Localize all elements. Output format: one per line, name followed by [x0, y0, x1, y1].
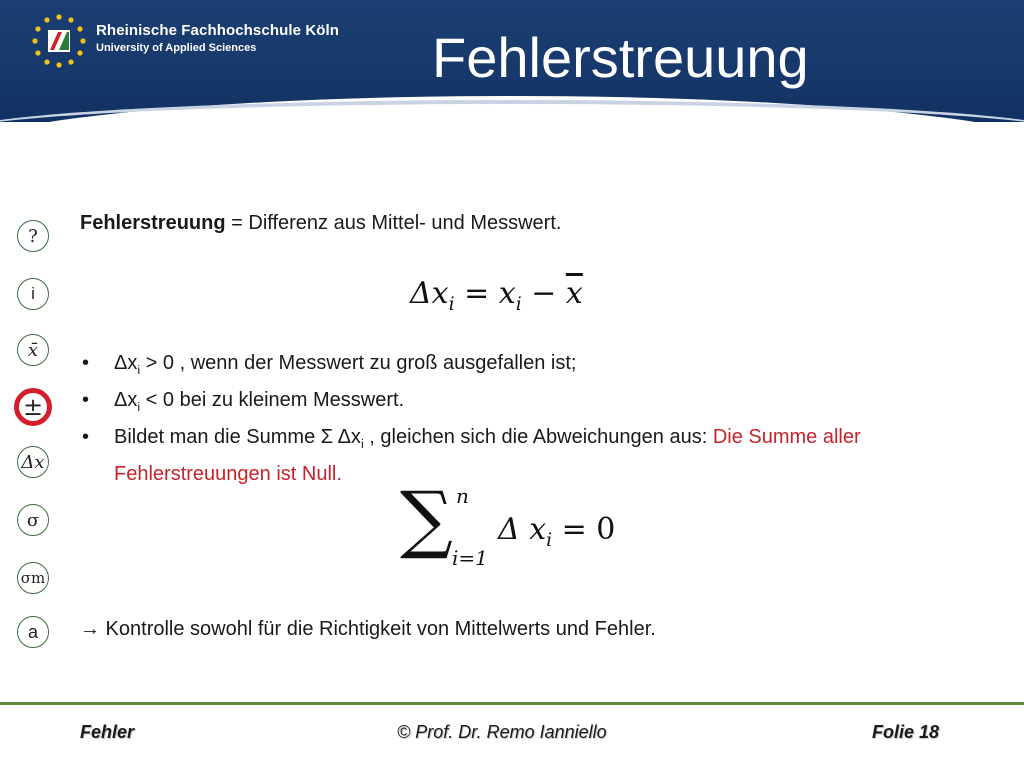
footer-divider: [0, 702, 1024, 705]
nav-label: Δx: [21, 451, 45, 473]
nav-button-question[interactable]: [17, 220, 49, 252]
nav-label: ?: [28, 225, 38, 247]
nav-label: x̄: [27, 339, 39, 361]
bullet-list: [80, 348, 940, 489]
sum-eq: = 0: [552, 512, 616, 547]
nav-button-mean[interactable]: [17, 334, 49, 366]
sum-upper-limit: n: [456, 484, 469, 508]
institution-name: Rheinische Fachhochschule Köln: [96, 22, 340, 39]
formula-lhs: Δx: [410, 276, 449, 311]
bullet-delta: Δx: [114, 389, 138, 411]
nav-button-info[interactable]: [17, 278, 49, 310]
formula-minus: −: [521, 276, 566, 311]
sum-body-sub: i: [546, 530, 553, 551]
control-note: → Kontrolle sowohl für die Richtigkeit von Mittelwerts und Fehler.: [80, 618, 656, 640]
definition-rest: = Differenz aus Mittel- und Messwert.: [225, 212, 562, 234]
sum-symbol: ∑: [400, 476, 453, 562]
footer-author: © Prof. Dr. Remo Ianniello: [397, 722, 607, 742]
nav-button-plus-minus[interactable]: [14, 388, 52, 426]
bullet-item: [80, 348, 940, 385]
bullet-sub: i: [137, 400, 141, 414]
formula-lhs-sub: i: [448, 294, 455, 315]
nav-label: σm: [20, 569, 46, 587]
bullet-text: < 0 bei zu kleinem Messwert.: [140, 389, 405, 411]
bullet-item: [80, 422, 940, 489]
header-swoosh-line: [0, 100, 1024, 122]
bullet-text: , gleichen sich die Abweichungen aus:: [363, 426, 713, 448]
bullet-text: Bildet man die Summe Σ Δx: [114, 426, 361, 448]
bullet-delta: Δx: [114, 352, 138, 374]
footer-topic: Fehler: [80, 722, 135, 742]
bullet-highlight: Die Summe aller Fehlerstreuungen ist Null.: [114, 426, 861, 485]
footer-slide-number: Folie 18: [872, 722, 940, 742]
slide-title: Fehlerstreuung: [432, 26, 809, 89]
nav-button-sigma[interactable]: [17, 504, 49, 536]
defined-term: Fehlerstreuung: [80, 212, 226, 234]
nav-label: ±: [22, 393, 44, 421]
formula-rhs-sub: i: [515, 294, 522, 315]
formula-xbar: $\overline{x}$: [565, 276, 583, 311]
definition-text: [80, 208, 940, 238]
side-navigation: [17, 0, 51, 768]
nav-label: σ: [26, 509, 40, 531]
slide-header: [0, 0, 1024, 122]
formula-eq: = x: [454, 276, 516, 311]
nav-button-delta-x[interactable]: [17, 446, 49, 478]
institution-subtitle: University of Applied Sciences: [96, 42, 257, 54]
nav-label: a: [27, 621, 38, 642]
nav-button-a[interactable]: [17, 616, 49, 648]
formula-delta-x: [410, 276, 583, 315]
bullet-sub: i: [137, 363, 141, 377]
sum-body: [498, 512, 615, 551]
bullet-sub: i: [360, 437, 364, 451]
sum-body-term: Δ x: [498, 512, 547, 547]
bullet-text: > 0 , wenn der Messwert zu groß ausgefallen ist;: [140, 352, 577, 374]
sum-lower-limit: i=1: [452, 546, 488, 570]
bullet-item: [80, 385, 940, 422]
nav-label: i: [31, 284, 35, 303]
nav-button-sigma-m[interactable]: [17, 562, 49, 594]
